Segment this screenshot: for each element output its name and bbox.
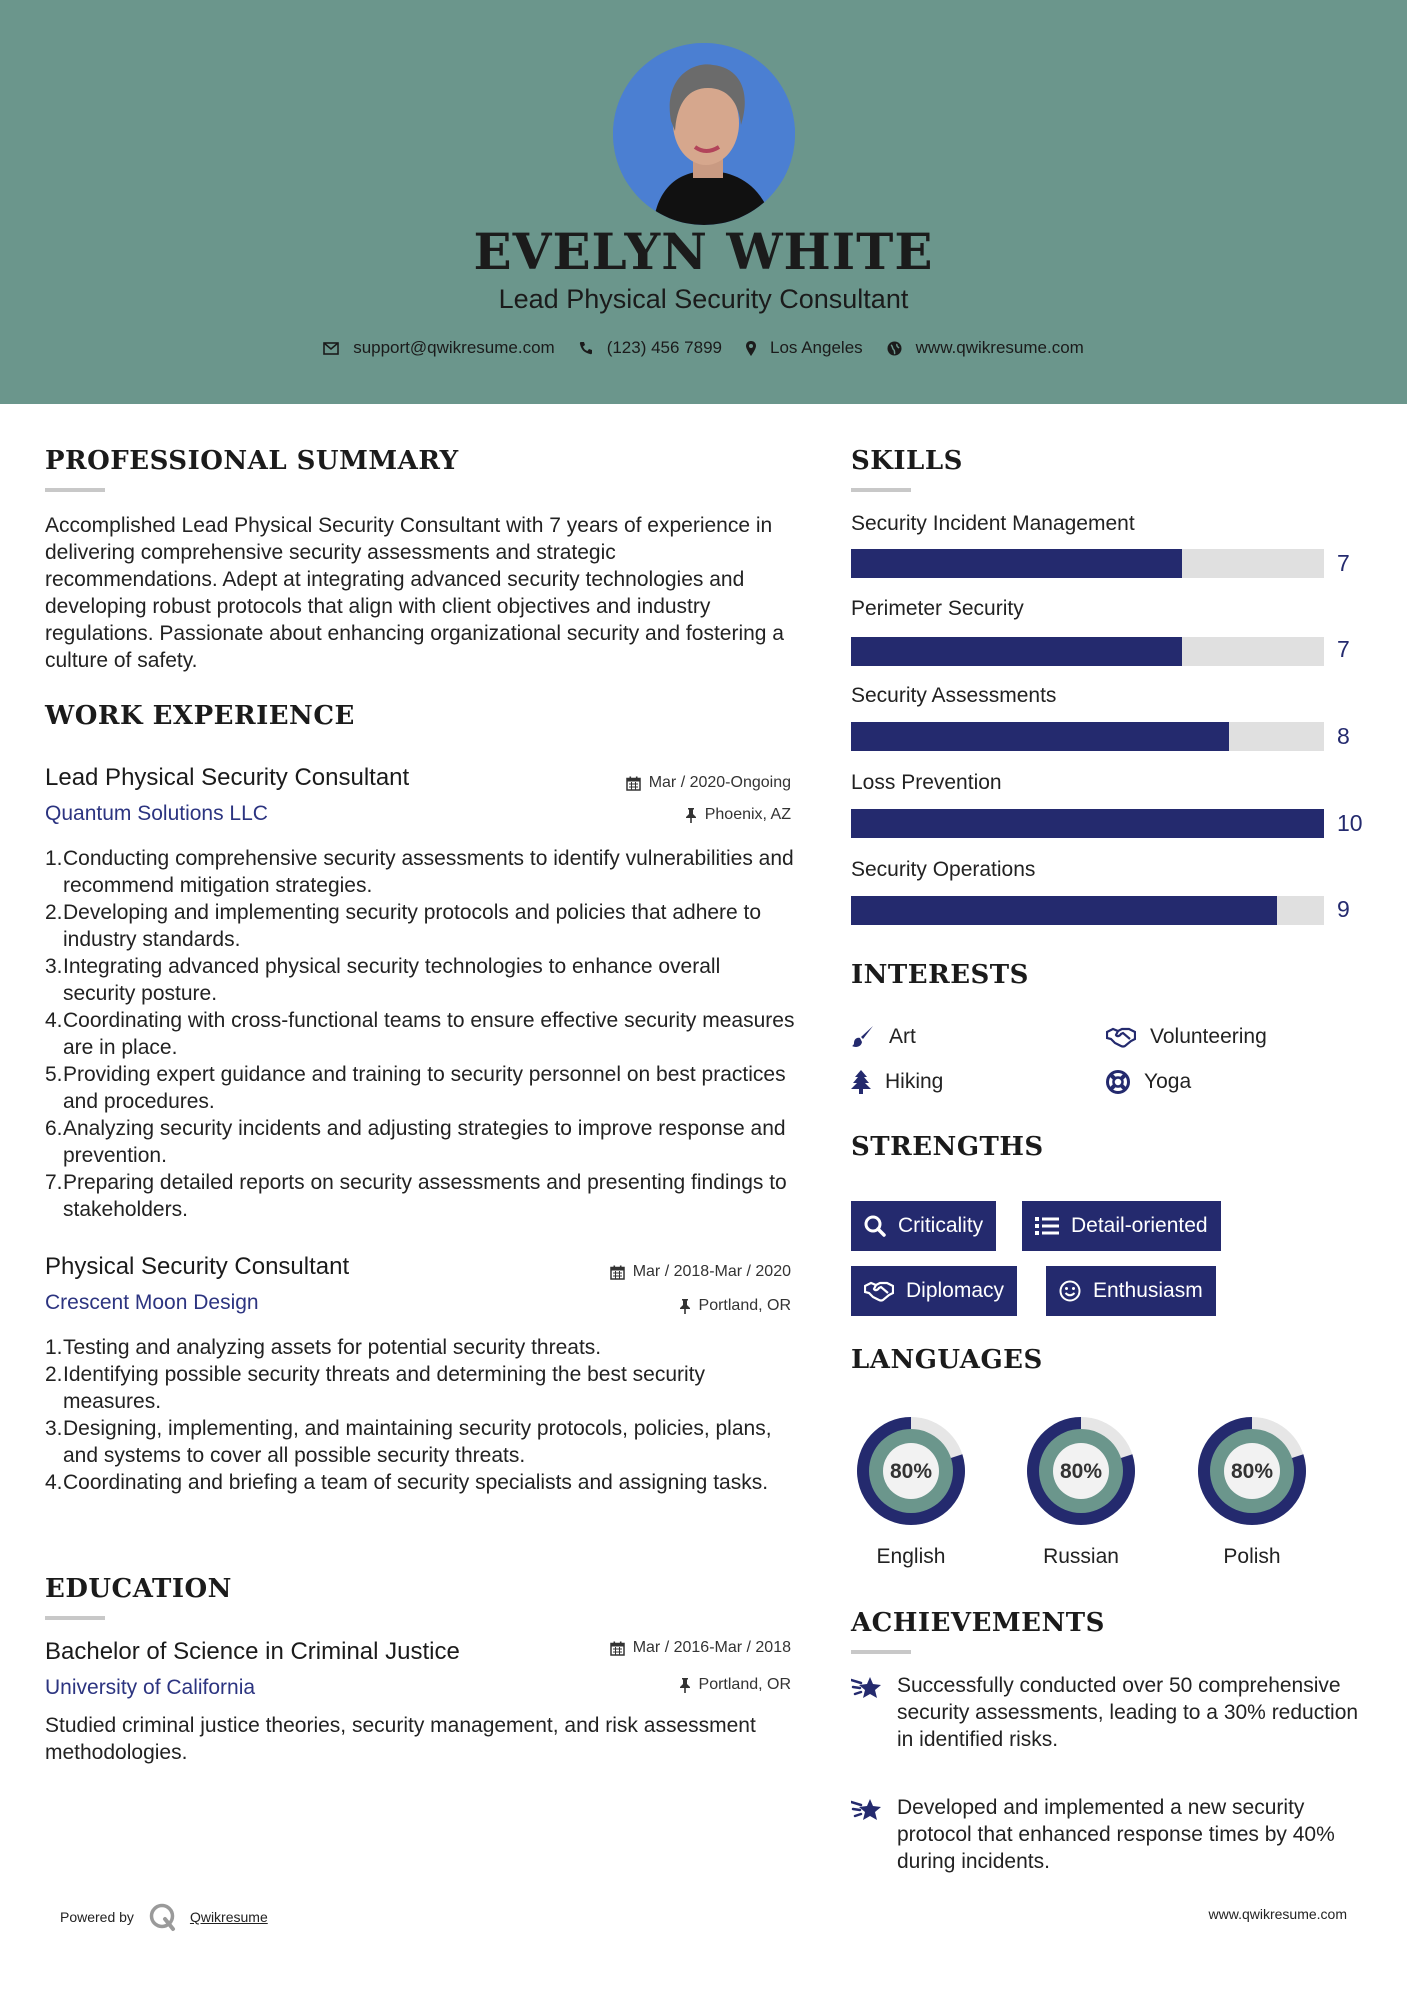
skill-bar-fill bbox=[851, 809, 1324, 838]
map-pin-icon bbox=[746, 341, 756, 356]
brand-link[interactable]: Qwikresume bbox=[189, 1909, 268, 1925]
education-location-text: Portland, OR bbox=[698, 1676, 791, 1693]
skill-name: Security Incident Management bbox=[851, 512, 1135, 535]
strength-tag bbox=[851, 1201, 996, 1251]
job-company: Crescent Moon Design bbox=[45, 1291, 259, 1314]
life-ring-icon bbox=[1106, 1070, 1130, 1094]
language-gauge bbox=[1016, 1406, 1146, 1541]
list-item: 4. Coordinating with cross-functional teams to ensure effective security measures are in place. bbox=[45, 1009, 795, 1059]
education-dates bbox=[610, 1639, 791, 1657]
skill-name: Perimeter Security bbox=[851, 597, 1024, 620]
strength-label: Enthusiasm bbox=[1093, 1279, 1203, 1302]
globe-icon bbox=[887, 341, 902, 356]
strength-label: Diplomacy bbox=[906, 1279, 1005, 1302]
skills-heading: SKILLS bbox=[851, 446, 963, 476]
list-item: 7. Preparing detailed reports on security assessments and presenting findings to stakeholders. bbox=[45, 1171, 787, 1221]
contact-phone[interactable] bbox=[579, 338, 722, 358]
list-item: 6. Analyzing security incidents and adjusting strategies to improve response and prevention. bbox=[45, 1117, 786, 1167]
job-dates bbox=[626, 774, 791, 792]
calendar-icon bbox=[610, 1265, 625, 1280]
language-ring bbox=[846, 1406, 976, 1536]
list-item: 3. Integrating advanced physical security technologies to enhance overall security posture. bbox=[45, 955, 721, 1005]
skill-bar bbox=[851, 896, 1324, 925]
calendar-icon bbox=[610, 1641, 625, 1656]
achievements-underline bbox=[851, 1650, 911, 1654]
skill-bar bbox=[851, 637, 1324, 666]
contact-bar bbox=[0, 338, 1407, 358]
language-ring bbox=[1016, 1406, 1146, 1536]
education-dates-text: Mar / 2016-Mar / 2018 bbox=[632, 1639, 791, 1656]
list-item: 5. Providing expert guidance and training to security personnel on best practices and procedures. bbox=[45, 1063, 786, 1113]
language-gauge bbox=[1187, 1406, 1317, 1541]
smile-icon bbox=[1059, 1280, 1081, 1302]
footer-powered-by bbox=[60, 1902, 268, 1932]
interest-item bbox=[1106, 1025, 1267, 1049]
job-location bbox=[685, 806, 791, 824]
strengths-heading: STRENGTHS bbox=[851, 1132, 1044, 1162]
shooting-star-icon bbox=[851, 1674, 883, 1700]
location-text: Los Angeles bbox=[770, 338, 863, 357]
education-description: Studied criminal justice theories, security management, and risk assessment methodologies. bbox=[45, 1714, 756, 1764]
skill-name: Security Assessments bbox=[851, 684, 1057, 707]
list-item: 4. Coordinating and briefing a team of security specialists and assigning tasks. bbox=[45, 1471, 769, 1494]
skill-bar bbox=[851, 809, 1324, 838]
profile-photo bbox=[613, 43, 795, 225]
paintbrush-icon bbox=[851, 1025, 875, 1049]
school-name: University of California bbox=[45, 1676, 256, 1699]
contact-email[interactable] bbox=[323, 338, 555, 358]
skill-bar bbox=[851, 549, 1324, 578]
interest-label: Art bbox=[889, 1025, 916, 1048]
website-text: www.qwikresume.com bbox=[915, 338, 1084, 357]
skill-value: 10 bbox=[1337, 810, 1363, 836]
language-name: English bbox=[876, 1545, 946, 1568]
contact-location bbox=[746, 338, 863, 358]
interest-item bbox=[851, 1070, 943, 1094]
skill-value: 8 bbox=[1337, 723, 1350, 749]
achievement-text: Successfully conducted over 50 comprehensive security assessments, leading to a 30% reduction in identified risks. bbox=[897, 1674, 1359, 1751]
skill-bar-fill bbox=[851, 722, 1229, 751]
handshake-icon bbox=[1106, 1026, 1136, 1048]
language-percent: 80% bbox=[1230, 1460, 1274, 1483]
interest-label: Hiking bbox=[885, 1070, 944, 1093]
interests-heading: INTERESTS bbox=[851, 960, 1029, 990]
skills-underline bbox=[851, 488, 911, 492]
job-company: Quantum Solutions LLC bbox=[45, 802, 268, 825]
list-item: 3. Designing, implementing, and maintaining security protocols, policies, plans, and systems to cover all possible security threats. bbox=[45, 1417, 772, 1467]
education-underline bbox=[45, 1616, 105, 1620]
job-bullets bbox=[45, 845, 795, 1223]
education-location bbox=[679, 1676, 791, 1694]
job-dates-text: Mar / 2020-Ongoing bbox=[648, 774, 791, 791]
language-name: Polish bbox=[1223, 1545, 1281, 1568]
strength-label: Criticality bbox=[898, 1214, 984, 1237]
list-item: 2. Developing and implementing security protocols and policies that adhere to industry standards. bbox=[45, 901, 762, 951]
job-location-text: Phoenix, AZ bbox=[704, 806, 791, 823]
phone-text: (123) 456 7899 bbox=[606, 338, 723, 357]
job-dates-text: Mar / 2018-Mar / 2020 bbox=[632, 1263, 791, 1280]
language-gauge bbox=[846, 1406, 976, 1541]
list-item: 1. Testing and analyzing assets for potential security threats. bbox=[45, 1336, 602, 1359]
summary-text: Accomplished Lead Physical Security Consultant with 7 years of experience in delivering comprehensive security assessments and strategic recommendations. Adept at integrating advanced security technologies and developing robust protocols that align with client objectives and industry regulations. Passionate about enhancing organizational security and fostering a culture of safety. bbox=[45, 514, 784, 672]
footer-website[interactable]: www.qwikresume.com bbox=[1208, 1906, 1347, 1922]
strength-tag bbox=[1046, 1266, 1216, 1316]
pushpin-icon bbox=[679, 1299, 691, 1314]
achievement-text: Developed and implemented a new security protocol that enhanced response times by 40% during incidents. bbox=[897, 1796, 1335, 1873]
search-icon bbox=[864, 1215, 886, 1237]
interest-label: Yoga bbox=[1144, 1070, 1192, 1093]
job-location bbox=[679, 1297, 791, 1315]
skill-name: Security Operations bbox=[851, 858, 1036, 881]
candidate-name: EVELYN WHITE bbox=[473, 222, 934, 281]
email-text: support@qwikresume.com bbox=[353, 338, 555, 357]
job-bullets bbox=[45, 1334, 795, 1496]
language-name: Russian bbox=[1043, 1545, 1119, 1568]
resume-header bbox=[0, 0, 1407, 404]
phone-icon bbox=[579, 341, 593, 355]
qwikresume-logo-icon bbox=[148, 1902, 178, 1932]
degree-title: Bachelor of Science in Criminal Justice bbox=[45, 1638, 460, 1665]
list-item: 2. Identifying possible security threats and determining the best security measures. bbox=[45, 1363, 706, 1413]
candidate-title: Lead Physical Security Consultant bbox=[498, 284, 909, 314]
contact-website[interactable] bbox=[887, 338, 1084, 358]
strength-tag bbox=[851, 1266, 1017, 1316]
skill-value: 7 bbox=[1337, 550, 1350, 576]
list-icon bbox=[1035, 1216, 1059, 1236]
summary-underline bbox=[45, 488, 105, 492]
skill-bar-fill bbox=[851, 637, 1182, 666]
interest-label: Volunteering bbox=[1150, 1025, 1267, 1048]
skill-bar-fill bbox=[851, 896, 1277, 925]
tree-icon bbox=[851, 1070, 871, 1094]
achievements-heading: ACHIEVEMENTS bbox=[851, 1608, 1105, 1638]
achievement-item bbox=[851, 1672, 1371, 1753]
job-title: Lead Physical Security Consultant bbox=[45, 764, 410, 791]
job-title: Physical Security Consultant bbox=[45, 1253, 350, 1280]
summary-heading: PROFESSIONAL SUMMARY bbox=[45, 446, 459, 476]
skill-bar bbox=[851, 722, 1324, 751]
powered-by-text: Powered by bbox=[60, 1909, 134, 1925]
strength-label: Detail-oriented bbox=[1071, 1214, 1208, 1237]
handshake-icon bbox=[864, 1280, 894, 1302]
skill-bar-fill bbox=[851, 549, 1182, 578]
strength-tag bbox=[1022, 1201, 1221, 1251]
interest-item bbox=[1106, 1070, 1191, 1094]
interest-item bbox=[851, 1025, 916, 1049]
language-percent: 80% bbox=[889, 1460, 933, 1483]
job-location-text: Portland, OR bbox=[698, 1297, 791, 1314]
list-item: 1. Conducting comprehensive security assessments to identify vulnerabilities and recommend mitigation strategies. bbox=[45, 847, 794, 897]
job-dates bbox=[610, 1263, 791, 1281]
pushpin-icon bbox=[685, 808, 697, 823]
achievement-item bbox=[851, 1794, 1371, 1875]
skill-name: Loss Prevention bbox=[851, 771, 1002, 794]
envelope-icon bbox=[323, 342, 339, 355]
language-percent: 80% bbox=[1059, 1460, 1103, 1483]
shooting-star-icon bbox=[851, 1796, 883, 1822]
pushpin-icon bbox=[679, 1678, 691, 1693]
languages-heading: LANGUAGES bbox=[851, 1345, 1043, 1375]
skill-value: 9 bbox=[1337, 896, 1350, 922]
experience-heading: WORK EXPERIENCE bbox=[45, 701, 355, 731]
education-heading: EDUCATION bbox=[45, 1574, 232, 1604]
language-ring bbox=[1187, 1406, 1317, 1536]
skill-value: 7 bbox=[1337, 636, 1350, 662]
calendar-icon bbox=[626, 776, 641, 791]
